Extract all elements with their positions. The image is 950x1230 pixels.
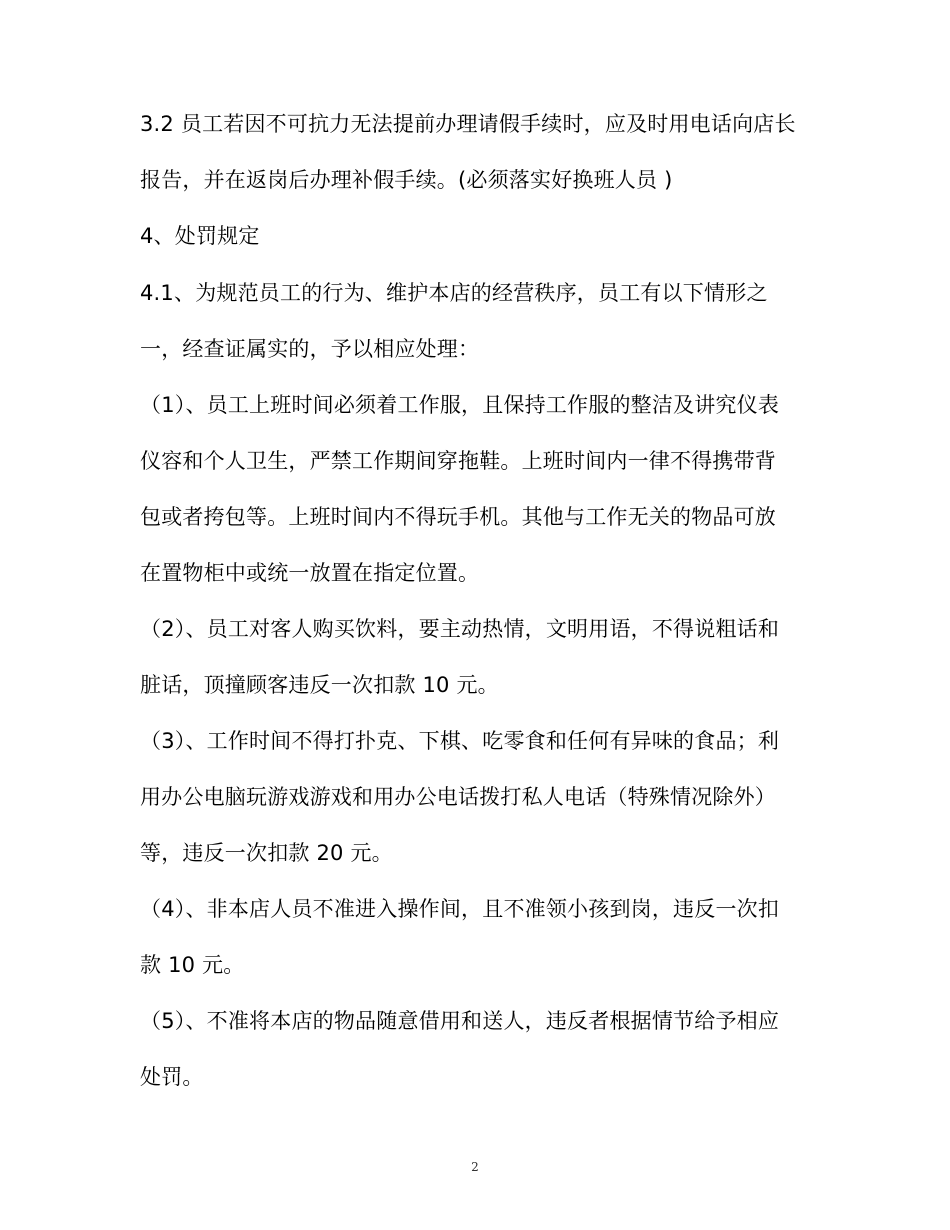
- text-line: （3）、工作时间不得打扑克、下棋、吃零食和任何有异味的食品；利: [140, 729, 780, 753]
- text-line: 处罚。: [140, 1065, 204, 1089]
- text-line: 脏话，顶撞顾客违反一次扣款 10 元。: [140, 673, 499, 697]
- text-line: 等，违反一次扣款 20 元。: [140, 841, 393, 865]
- text-line: 报告，并在返岗后办理补假手续。(必须落实好换班人员 ): [140, 168, 673, 192]
- text-line: 3.2 员工若因不可抗力无法提前办理请假手续时，应及时用电话向店长: [140, 112, 796, 136]
- text-line: 包或者挎包等。上班时间内不得玩手机。其他与工作无关的物品可放: [140, 505, 776, 529]
- section-heading: 4、处罚规定: [140, 224, 260, 248]
- text-line: 款 10 元。: [140, 953, 245, 977]
- text-line: （1）、员工上班时间必须着工作服，且保持工作服的整洁及讲究仪表: [140, 393, 780, 417]
- page-number: 2: [471, 1160, 479, 1174]
- text-line: （5）、不准将本店的物品随意借用和送人，违反者根据情节给予相应: [140, 1009, 780, 1033]
- text-line: 仪容和个人卫生，严禁工作期间穿拖鞋。上班时间内一律不得携带背: [140, 449, 776, 473]
- text-line: 在置物柜中或统一放置在指定位置。: [140, 561, 480, 585]
- text-line: （4）、非本店人员不准进入操作间，且不准领小孩到岗，违反一次扣: [140, 897, 780, 921]
- text-line: 用办公电脑玩游戏游戏和用办公电话拨打私人电话（特殊情况除外）: [140, 785, 776, 809]
- text-line: （2）、员工对客人购买饮料，要主动热情，文明用语，不得说粗话和: [140, 617, 780, 641]
- text-line: 一，经查证属实的，予以相应处理：: [140, 337, 480, 361]
- text-line: 4.1、为规范员工的行为、维护本店的经营秩序，员工有以下情形之: [140, 281, 768, 305]
